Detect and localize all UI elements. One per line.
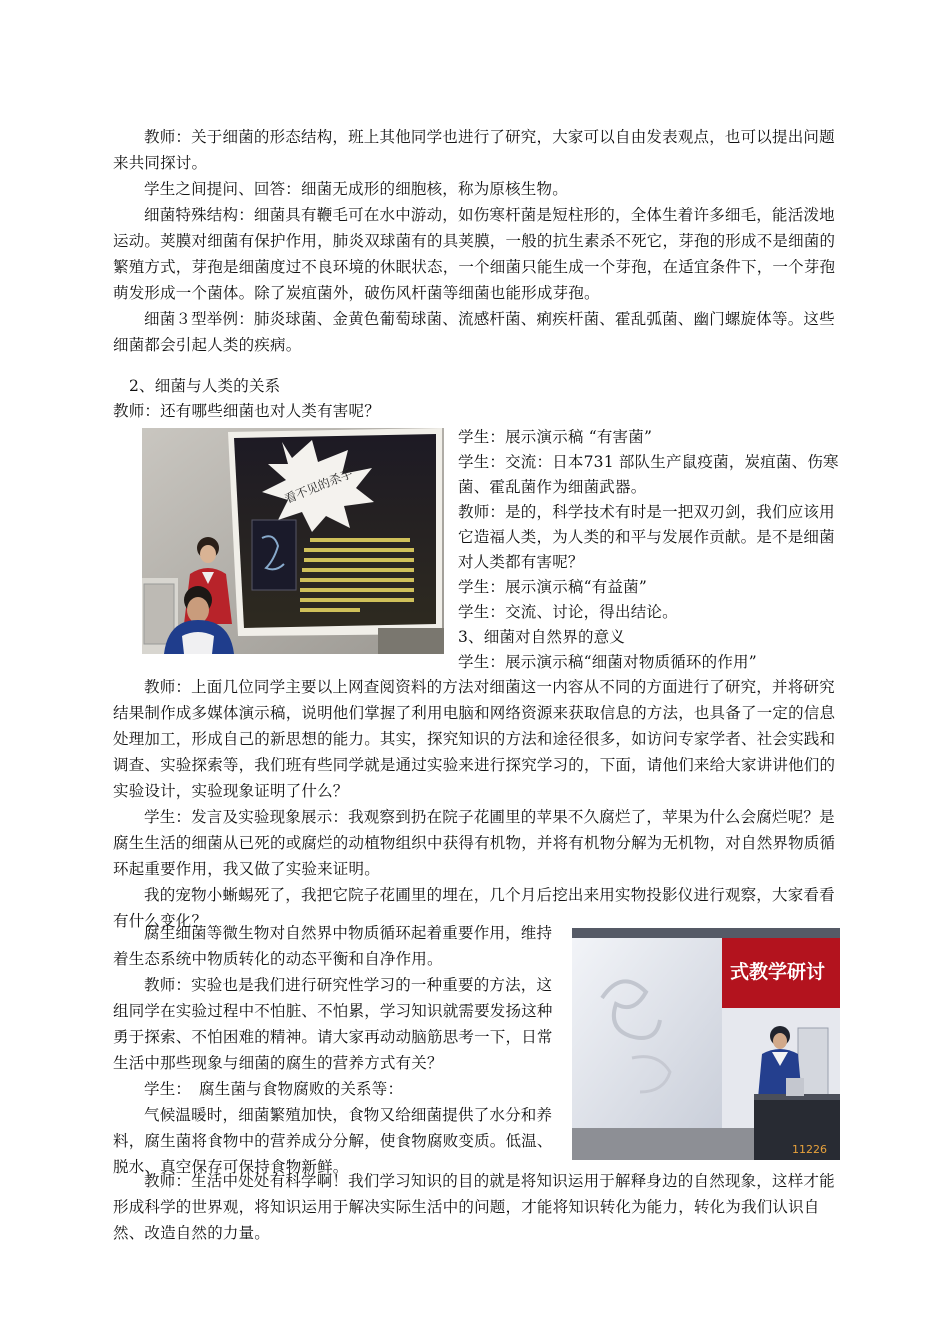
slide-title: 看不见的杀手 (282, 466, 355, 507)
paragraph: 学生：发言及实验现象展示：我观察到扔在院子花圃里的苹果不久腐烂了，苹果为什么会腐烂呢？是腐生生活的细菌从已死的或腐烂的动植物组织中获得有机物，并将有机物分解为无机物，对自然界物质循环起重要作用，我又做了实验来证明。 (113, 808, 836, 878)
dialogue-line: 学生：展示演示稿 “有害菌” (458, 428, 653, 446)
paragraph: 气候温暖时，细菌繁殖加快，食物又给细菌提供了水分和养料，腐生菌将食物中的营养成分分解，使食物腐败变质。低温、脱水、真空保存可保持食物新鲜。 (113, 1106, 553, 1176)
paragraph: 细菌３型举例：肺炎球菌、金黄色葡萄球菌、流感杆菌、痢疾杆菌、霍乱弧菌、幽门螺旋体等。这些细菌都会引起人类的疾病。 (113, 310, 835, 354)
section-experiments (113, 674, 838, 934)
paragraph: 我的宠物小蜥蜴死了，我把它院子花圃里的埋在，几个月后挖出来用实物投影仪进行观察，大家看看有什么变化？ (113, 886, 835, 930)
classroom-photo-1 (142, 428, 444, 654)
paragraph: 学生： 腐生菌与食物腐败的关系等： (144, 1080, 404, 1098)
section-heading: 2、细菌与人类的关系 (129, 377, 281, 395)
section-decomposition (113, 920, 565, 1180)
paragraph: 教师：上面几位同学主要以上网查阅资料的方法对细菌这一内容从不同的方面进行了研究，并将研究结果制作成多媒体演示稿，说明他们掌握了利用电脑和网络资源来获取信息的方法，也具备了一定的信息处理加工，形成自己的新思想的能力。其实，探究知识的方法和途径很多，如访问专家学者、社会实践和调查、实验探索等，我们班有些同学就是通过实验来进行探究学习的，下面，请他们来给大家讲讲他们的实验设计，实验现象证明了什么？ (113, 678, 836, 800)
section-morphology (113, 124, 838, 358)
dialogue-line: 学生：交流：日本731 部队生产鼠疫菌，炭疽菌、伤寒菌、霍乱菌作为细菌武器。 (458, 453, 839, 496)
classroom-photo-2-image (572, 928, 840, 1160)
banner-text: 式教学研讨 (730, 961, 826, 983)
dialogue-line: 学生：展示演示稿“细菌对物质循环的作用” (458, 653, 757, 671)
dialogue-line: 教师：是的，科学技术有时是一把双刃剑，我们应该用它造福人类，为人类的和平与发展作贡献。是不是细菌对人类都有害呢？ (458, 503, 835, 571)
paragraph: 腐生细菌等微生物对自然界中物质循环起着重要作用，维持着生态系统中物质转化的动态平衡和自净作用。 (113, 924, 553, 968)
classroom-photo-1-image (142, 428, 444, 654)
paragraph: 学生之间提问、回答：细菌无成形的细胞核，称为原核生物。 (144, 180, 568, 198)
slide-discussion (458, 425, 840, 675)
paragraph: 教师：生活中处处有科学啊！我们学习知识的目的就是将知识运用于解释身边的自然现象，这样才能形成科学的世界观，将知识运用于解决实际生活中的问题，才能将知识转化为能力，转化为我们认识自然、改造自然的力量。 (113, 1172, 835, 1242)
paragraph: 教师：实验也是我们进行研究性学习的一种重要的方法，这组同学在实验过程中不怕脏、不怕累，学习知识就需要发扬这种勇于探索、不怕困难的精神。请大家再动动脑筋思考一下，日常生活中那些现象与细菌的腐生的营养方式有关？ (113, 976, 553, 1072)
dialogue-line: 学生：展示演示稿“有益菌” (458, 578, 647, 596)
section-conclusion (113, 1168, 838, 1246)
paragraph: 教师：关于细菌的形态结构，班上其他同学也进行了研究，大家可以自由发表观点，也可以提出问题来共同探讨。 (113, 128, 835, 172)
teacher-question (113, 398, 838, 424)
paragraph: 教师：还有哪些细菌也对人类有害呢？ (113, 402, 380, 420)
section-heading: 3、细菌对自然界的意义 (458, 628, 626, 646)
classroom-photo-2 (572, 928, 840, 1160)
paragraph: 细菌特殊结构：细菌具有鞭毛可在水中游动，如伤寒杆菌是短柱形的，全体生着许多细毛，能活泼地运动。荚膜对细菌有保护作用，肺炎双球菌有的具荚膜，一般的抗生素杀不死它，芽孢的形成不是细菌的繁殖方式，芽孢是细菌度过不良环境的休眠状态，一个细菌只能生成一个芽孢，在适宜条件下，一个芽孢萌发形成一个菌体。除了炭疽菌外，破伤风杆菌等细菌也能形成芽孢。 (113, 206, 836, 302)
section-heading-2 (129, 373, 854, 399)
photo-timestamp: 11226 (792, 1143, 827, 1156)
dialogue-line: 学生：交流、讨论，得出结论。 (458, 603, 678, 621)
